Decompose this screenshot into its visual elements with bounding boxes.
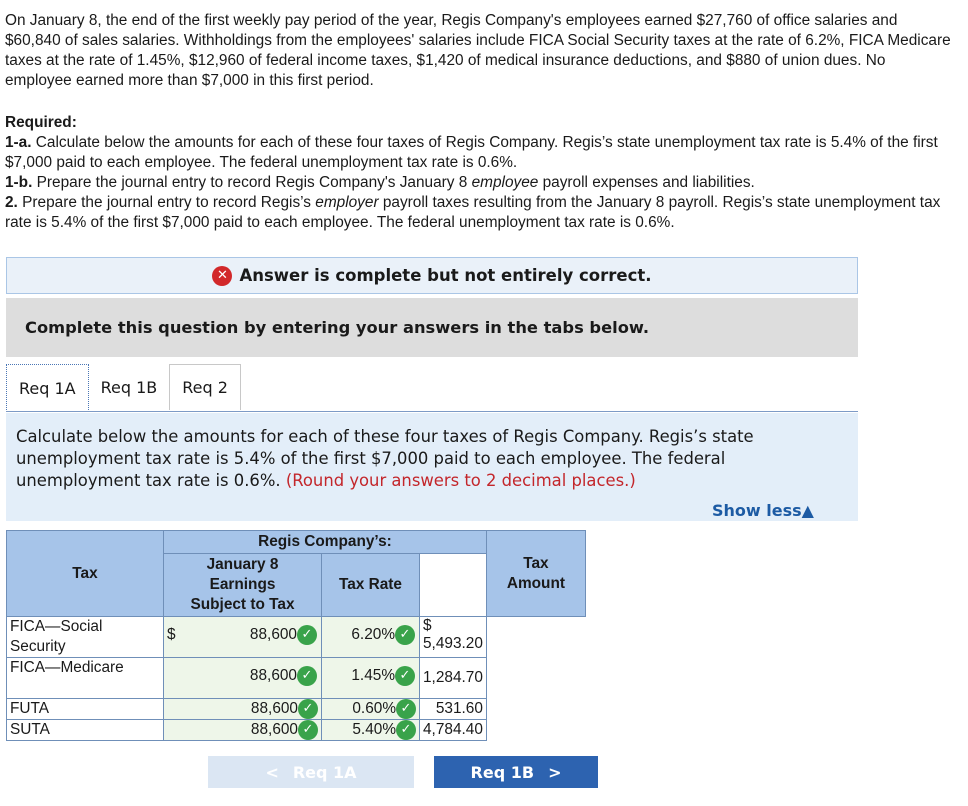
tax-amount: 531.60 bbox=[420, 699, 487, 720]
tax-amount: 4,784.40 bbox=[420, 720, 487, 741]
tax-table bbox=[6, 530, 586, 741]
check-icon: ✓ bbox=[395, 666, 415, 686]
rounding-note: (Round your answers to 2 decimal places.) bbox=[285, 471, 636, 490]
required-title: Required: bbox=[5, 114, 77, 131]
check-icon: ✓ bbox=[396, 720, 416, 740]
result-text: Answer is complete but not entirely correct. bbox=[239, 266, 652, 285]
tax-name: FICA—Social Security bbox=[7, 617, 164, 658]
check-icon: ✓ bbox=[395, 625, 415, 645]
tax-name: FUTA bbox=[7, 699, 164, 720]
table-row bbox=[7, 699, 586, 720]
rate-input[interactable]: 0.60% ✓ bbox=[322, 699, 420, 720]
prev-button[interactable]: < Req 1A bbox=[208, 756, 414, 788]
check-icon: ✓ bbox=[298, 720, 318, 740]
req-1b-text: 1-b. Prepare the journal entry to record Regis Company's January 8 employee payroll expenses and liabilities. bbox=[5, 174, 755, 191]
instructions-bar bbox=[6, 298, 858, 357]
col-header-rate: Tax Rate bbox=[322, 554, 420, 617]
earnings-input[interactable]: 88,600 ✓ bbox=[164, 720, 322, 741]
chevron-left-icon: < bbox=[265, 762, 279, 782]
col-header-earnings: January 8 Earnings Subject to Tax bbox=[164, 554, 322, 617]
table-row bbox=[7, 617, 586, 658]
x-circle-icon: ✕ bbox=[212, 266, 232, 286]
tab-req-1a[interactable]: Req 1A bbox=[6, 364, 89, 412]
instructions-text: Complete this question by entering your answers in the tabs below. bbox=[25, 318, 650, 337]
tab-req-2[interactable]: Req 2 bbox=[169, 364, 241, 410]
table-row bbox=[7, 658, 586, 699]
tab-req-1b[interactable]: Req 1B bbox=[89, 364, 170, 410]
next-button[interactable]: Req 1B > bbox=[434, 756, 598, 788]
panel-instructions: Calculate below the amounts for each of these four taxes of Regis Company. Regis’s state unemployment tax rate is 5.4% of the first $7,000 paid to each employee. The federal unemployment tax rate is 0.6%. (Round your answers to 2 decimal places.) bbox=[16, 427, 754, 490]
requirements bbox=[5, 113, 955, 233]
col-header-amount: Tax Amount bbox=[486, 531, 585, 617]
result-banner bbox=[6, 257, 858, 294]
check-icon: ✓ bbox=[297, 625, 317, 645]
check-icon: ✓ bbox=[298, 699, 318, 719]
problem-intro: On January 8, the end of the first weekly pay period of the year, Regis Company's employees earned $27,760 of office salaries and $60,840 of sales salaries. Withholdings from the employees' salaries include FICA Social Security taxes at the rate of 6.2%, FICA Medicare taxes at the rate of 1.45%, $12,960 of federal income taxes, $1,420 of medical insurance deductions, and $880 of union dues. No employee earned more than $7,000 in this first period. bbox=[5, 12, 951, 89]
req-2-text: 2. Prepare the journal entry to record Regis’s employer payroll taxes resulting from the January 8 payroll. Regis’s state unemployment tax rate is 5.4% of the first $7,000 paid to each employee. The federal unemployment tax rate is 0.6%. bbox=[5, 194, 941, 231]
check-icon: ✓ bbox=[297, 666, 317, 686]
chevron-right-icon: > bbox=[548, 762, 562, 782]
earnings-input[interactable]: 88,600 ✓ bbox=[164, 658, 322, 699]
earnings-input[interactable]: 88,600 ✓ bbox=[164, 699, 322, 720]
rate-input[interactable]: 5.40% ✓ bbox=[322, 720, 420, 741]
rate-input[interactable]: 1.45% ✓ bbox=[322, 658, 420, 699]
tax-name: SUTA bbox=[7, 720, 164, 741]
tax-amount: $ 5,493.20 bbox=[420, 617, 487, 658]
req-1a-text: 1-a. Calculate below the amounts for each of these four taxes of Regis Company. Regis’s state unemployment tax rate is 5.4% of the first $7,000 paid to each employee. The federal unemployment tax rate is 0.6%. bbox=[5, 134, 938, 171]
check-icon: ✓ bbox=[396, 699, 416, 719]
col-header-tax: Tax bbox=[7, 531, 164, 617]
tax-amount: 1,284.70 bbox=[420, 658, 487, 699]
tab-bar bbox=[6, 364, 241, 412]
tax-name: FICA—Medicare bbox=[7, 658, 164, 699]
tab-divider bbox=[6, 411, 858, 412]
table-row bbox=[7, 720, 586, 741]
show-less-link[interactable]: Show less▲ bbox=[712, 501, 814, 520]
rate-input[interactable]: 6.20% ✓ bbox=[322, 617, 420, 658]
group-header: Regis Company’s: bbox=[164, 531, 487, 554]
earnings-input[interactable]: $ 88,600 ✓ bbox=[164, 617, 322, 658]
